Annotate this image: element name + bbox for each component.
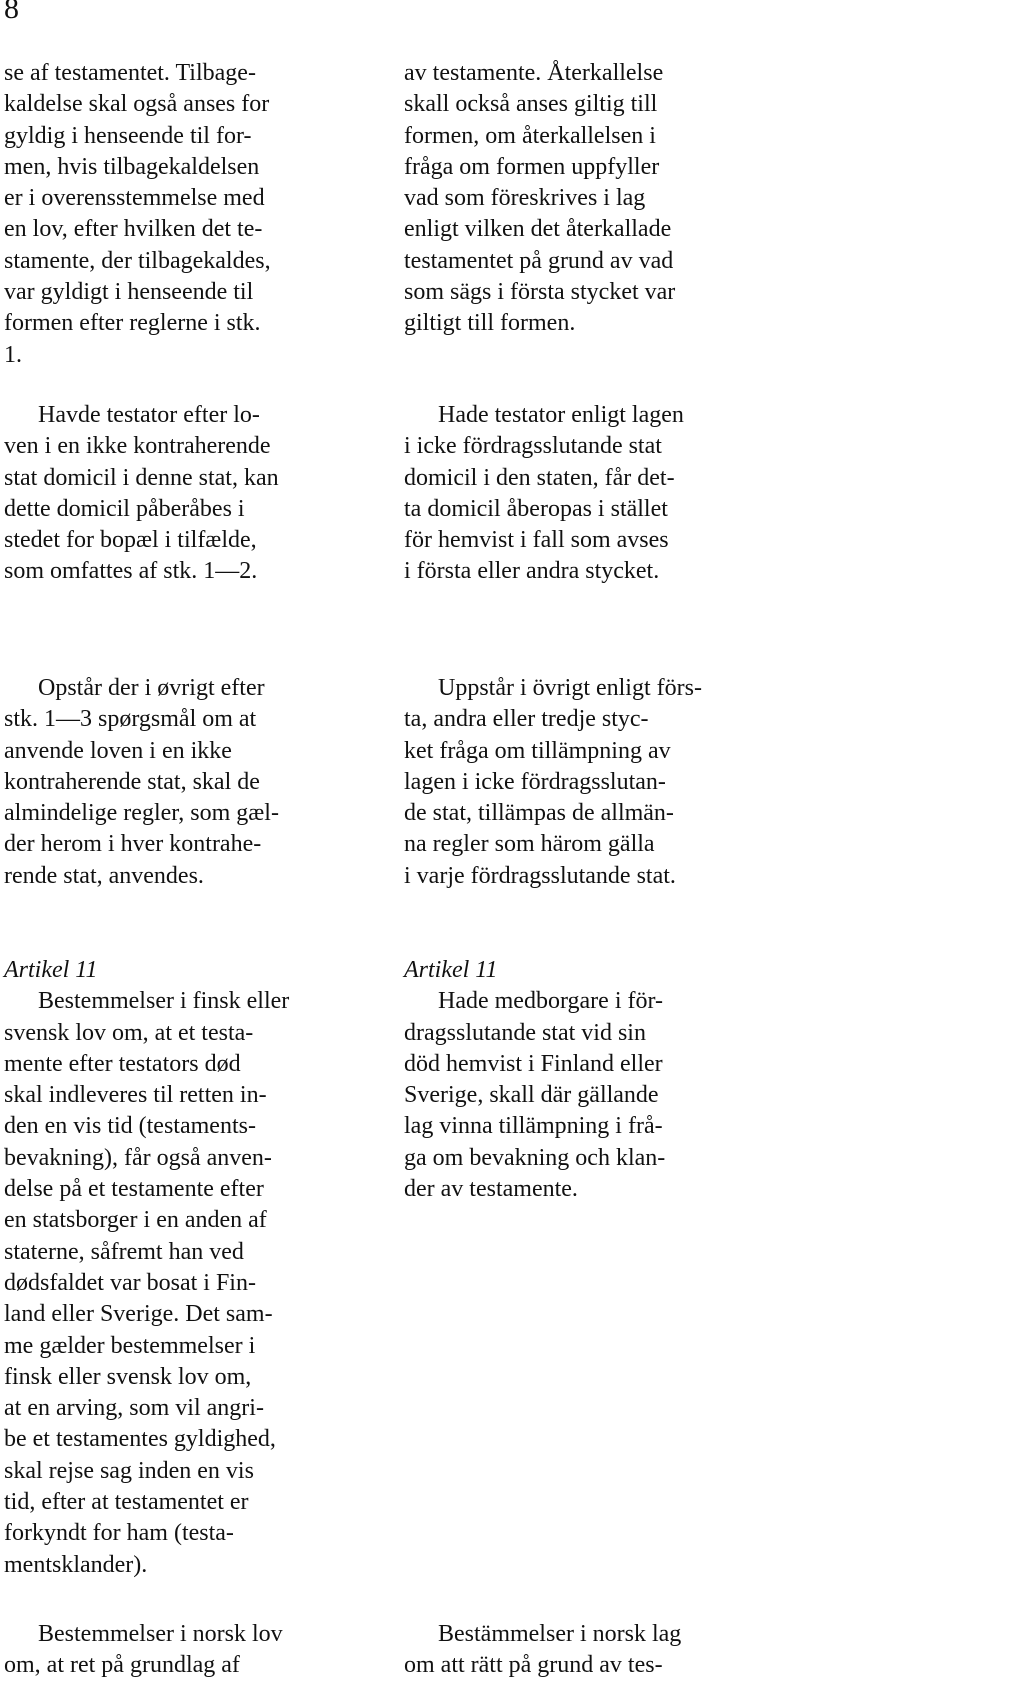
text-line: Havde testator efter lo- xyxy=(38,402,260,428)
text-line: enligt vilken det återkallade xyxy=(404,216,672,243)
text-line: i varje fördragsslutande stat. xyxy=(404,862,676,889)
text-line: 1. xyxy=(4,341,22,368)
text-line: en statsborger i en anden af xyxy=(4,1207,267,1234)
text-line: der herom i hver kontrahe- xyxy=(4,831,262,858)
text-line: formen efter reglerne i stk. xyxy=(4,310,261,337)
text-line: som sägs i första stycket var xyxy=(404,279,676,306)
text-line: finsk eller svensk lov om, xyxy=(4,1363,252,1390)
text-line: staterne, såfremt han ved xyxy=(4,1238,244,1265)
text-line: Sverige, skall där gällande xyxy=(404,1082,659,1109)
text-line: domicil i den staten, får det- xyxy=(404,464,675,491)
text-line: men, hvis tilbagekaldelsen xyxy=(4,153,260,180)
text-line: tid, efter at testamentet er xyxy=(4,1489,249,1516)
danish-paragraph-1 xyxy=(4,58,354,371)
text-line: för hemvist i fall som avses xyxy=(404,527,669,554)
text-line: stedet for bopæl i tilfælde, xyxy=(4,527,257,554)
text-line: se af testamentet. Tilbage- xyxy=(4,60,256,86)
text-line: ta, andra eller tredje styc- xyxy=(404,706,649,733)
text-line: ga om bevakning och klan- xyxy=(404,1144,666,1171)
article-heading: Artikel 11 xyxy=(4,957,98,983)
text-line: vad som föreskrives i lag xyxy=(404,185,646,212)
text-line: forkyndt for ham (testa- xyxy=(4,1520,234,1547)
text-line: kontraherende stat, skal de xyxy=(4,768,260,795)
text-line: Hade testator enligt lagen xyxy=(438,402,684,428)
swedish-paragraph-1 xyxy=(404,58,754,340)
text-line: fråga om formen uppfyller xyxy=(404,153,660,180)
swedish-paragraph-2 xyxy=(404,400,754,588)
text-line: rende stat, anvendes. xyxy=(4,862,204,889)
text-line: var gyldigt i henseende til xyxy=(4,279,254,306)
text-line: giltigt till formen. xyxy=(404,310,576,337)
text-line: anvende loven i en ikke xyxy=(4,737,232,764)
text-line: me gælder bestemmelser i xyxy=(4,1332,256,1359)
text-line: Hade medborgare i för- xyxy=(438,988,663,1015)
swedish-paragraph-5 xyxy=(404,1619,754,1682)
text-line: skal rejse sag inden en vis xyxy=(4,1457,254,1484)
text-line: Bestemmelser i norsk lov xyxy=(38,1621,283,1647)
text-line: i icke fördragsslutande stat xyxy=(404,433,662,460)
text-line: död hemvist i Finland eller xyxy=(404,1050,663,1077)
text-line: land eller Sverige. Det sam- xyxy=(4,1301,273,1328)
text-line: mente efter testators død xyxy=(4,1050,241,1077)
text-line: stk. 1—3 spørgsmål om at xyxy=(4,706,257,733)
text-line: Bestemmelser i finsk eller xyxy=(38,988,290,1015)
article-heading: Artikel 11 xyxy=(404,957,498,983)
text-line: almindelige regler, som gæl- xyxy=(4,800,279,827)
text-line: Opstår der i øvrigt efter xyxy=(38,675,265,701)
text-line: skall också anses giltig till xyxy=(404,91,658,118)
text-line: dødsfaldet var bosat i Fin- xyxy=(4,1269,256,1296)
danish-paragraph-3 xyxy=(4,673,354,892)
text-line: den en vis tid (testaments- xyxy=(4,1113,256,1140)
text-line: Bestämmelser i norsk lag xyxy=(438,1621,682,1647)
text-line: om, at ret på grundlag af xyxy=(4,1652,240,1679)
text-line: formen, om återkallelsen i xyxy=(404,122,656,149)
text-line: dette domicil påberåbes i xyxy=(4,495,245,522)
text-line: ta domicil åberopas i stället xyxy=(404,495,668,522)
swedish-paragraph-3 xyxy=(404,673,754,892)
text-line: be et testamentes gyldighed, xyxy=(4,1426,276,1453)
text-line: de stat, tillämpas de allmän- xyxy=(404,800,674,827)
text-line: om att rätt på grund av tes- xyxy=(404,1652,663,1679)
danish-article-11 xyxy=(4,955,354,1581)
page-number: 8 xyxy=(4,0,19,25)
text-line: delse på et testamente efter xyxy=(4,1176,264,1203)
text-line: na regler som härom gälla xyxy=(404,831,655,858)
text-line: skal indleveres til retten in- xyxy=(4,1082,267,1109)
text-line: lagen i icke fördragsslutan- xyxy=(404,768,666,795)
text-line: lag vinna tillämpning i frå- xyxy=(404,1113,663,1140)
danish-paragraph-2 xyxy=(4,400,354,588)
text-line: dragsslutande stat vid sin xyxy=(404,1019,646,1046)
text-line: av testamente. Återkallelse xyxy=(404,60,664,86)
text-line: stat domicil i denne stat, kan xyxy=(4,464,279,491)
text-line: som omfattes af stk. 1—2. xyxy=(4,558,258,585)
swedish-article-11 xyxy=(404,955,754,1205)
text-line: svensk lov om, at et testa- xyxy=(4,1019,254,1046)
text-line: kaldelse skal også anses for xyxy=(4,91,270,118)
text-line: ket fråga om tillämpning av xyxy=(404,737,671,764)
text-line: ven i en ikke kontraherende xyxy=(4,433,271,460)
text-line: er i overensstemmelse med xyxy=(4,185,265,212)
text-line: bevakning), får også anven- xyxy=(4,1144,272,1171)
text-line: en lov, efter hvilken det te- xyxy=(4,216,263,243)
text-line: testamentet på grund av vad xyxy=(404,247,674,274)
text-line: i första eller andra stycket. xyxy=(404,558,660,585)
text-line: Uppstår i övrigt enligt förs- xyxy=(438,675,702,701)
text-line: stamente, der tilbagekaldes, xyxy=(4,247,271,274)
text-line: at en arving, som vil angri- xyxy=(4,1395,264,1422)
text-line: gyldig i henseende til for- xyxy=(4,122,252,149)
text-line: mentsklander). xyxy=(4,1551,148,1578)
danish-paragraph-5 xyxy=(4,1619,354,1682)
text-line: der av testamente. xyxy=(404,1176,578,1203)
